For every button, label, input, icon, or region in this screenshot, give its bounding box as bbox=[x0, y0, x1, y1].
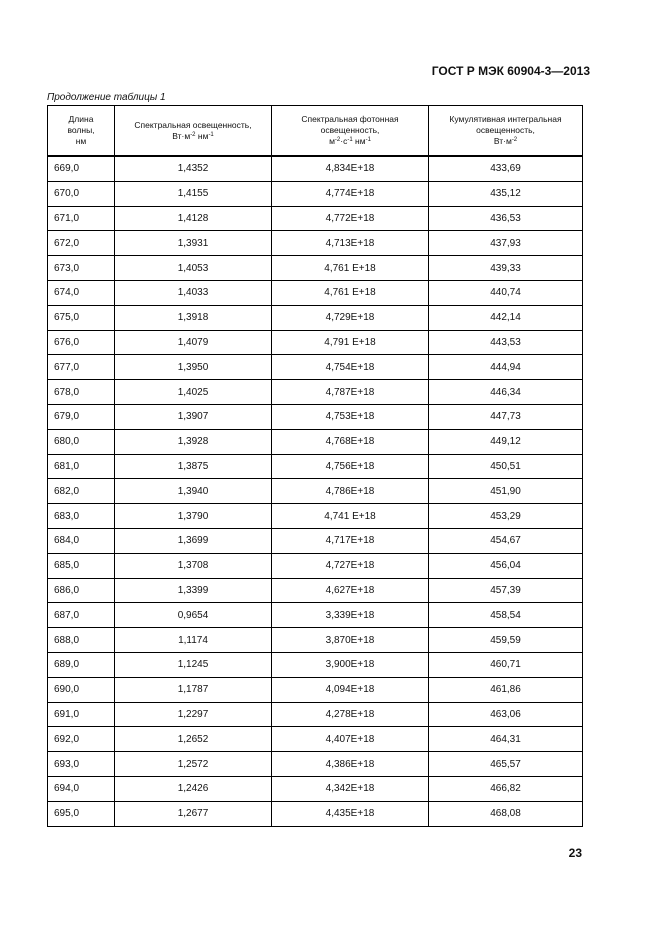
cell-spectral-irradiance: 1,1174 bbox=[115, 628, 272, 653]
cell-cumulative-irradiance: 451,90 bbox=[429, 479, 583, 504]
cell-wavelength: 671,0 bbox=[48, 206, 115, 231]
cell-cumulative-irradiance: 457,39 bbox=[429, 578, 583, 603]
cell-cumulative-irradiance: 436,53 bbox=[429, 206, 583, 231]
cell-spectral-irradiance: 1,4053 bbox=[115, 256, 272, 281]
table-row bbox=[48, 404, 583, 429]
cell-wavelength: 681,0 bbox=[48, 454, 115, 479]
table-row bbox=[48, 305, 583, 330]
table-row bbox=[48, 677, 583, 702]
cell-cumulative-irradiance: 459,59 bbox=[429, 628, 583, 653]
cell-wavelength: 690,0 bbox=[48, 677, 115, 702]
cell-spectral-irradiance: 1,3928 bbox=[115, 429, 272, 454]
cell-wavelength: 693,0 bbox=[48, 752, 115, 777]
cell-spectral-irradiance: 1,3907 bbox=[115, 404, 272, 429]
cell-photon-irradiance: 4,717E+18 bbox=[272, 528, 429, 553]
cell-spectral-irradiance: 1,1245 bbox=[115, 652, 272, 677]
cell-photon-irradiance: 4,834E+18 bbox=[272, 156, 429, 181]
cell-spectral-irradiance: 1,2652 bbox=[115, 727, 272, 752]
cell-wavelength: 672,0 bbox=[48, 231, 115, 256]
cell-cumulative-irradiance: 454,67 bbox=[429, 528, 583, 553]
cell-photon-irradiance: 4,407E+18 bbox=[272, 727, 429, 752]
cell-wavelength: 685,0 bbox=[48, 553, 115, 578]
cell-wavelength: 689,0 bbox=[48, 652, 115, 677]
cell-cumulative-irradiance: 461,86 bbox=[429, 677, 583, 702]
cell-photon-irradiance: 3,870E+18 bbox=[272, 628, 429, 653]
table-row bbox=[48, 528, 583, 553]
cell-cumulative-irradiance: 446,34 bbox=[429, 380, 583, 405]
cell-cumulative-irradiance: 460,71 bbox=[429, 652, 583, 677]
cell-photon-irradiance: 4,761 E+18 bbox=[272, 256, 429, 281]
cell-wavelength: 694,0 bbox=[48, 776, 115, 801]
table-row bbox=[48, 628, 583, 653]
cell-photon-irradiance: 4,094E+18 bbox=[272, 677, 429, 702]
table-row bbox=[48, 479, 583, 504]
cell-spectral-irradiance: 1,1787 bbox=[115, 677, 272, 702]
table-row bbox=[48, 429, 583, 454]
cell-photon-irradiance: 4,774E+18 bbox=[272, 181, 429, 206]
cell-spectral-irradiance: 1,3399 bbox=[115, 578, 272, 603]
cell-spectral-irradiance: 1,4155 bbox=[115, 181, 272, 206]
table-row bbox=[48, 454, 583, 479]
cell-spectral-irradiance: 1,4079 bbox=[115, 330, 272, 355]
cell-cumulative-irradiance: 444,94 bbox=[429, 355, 583, 380]
cell-wavelength: 686,0 bbox=[48, 578, 115, 603]
header-photon-irradiance: Спектральная фотонная освещенность, $м^{-2}\cdot с^{-1}$ $нм^{-1}$ bbox=[272, 106, 429, 157]
cell-wavelength: 691,0 bbox=[48, 702, 115, 727]
table-row bbox=[48, 702, 583, 727]
cell-photon-irradiance: 4,729E+18 bbox=[272, 305, 429, 330]
cell-spectral-irradiance: 1,3918 bbox=[115, 305, 272, 330]
cell-spectral-irradiance: 1,4352 bbox=[115, 156, 272, 181]
cell-spectral-irradiance: 1,3875 bbox=[115, 454, 272, 479]
cell-spectral-irradiance: 1,3708 bbox=[115, 553, 272, 578]
cell-spectral-irradiance: 1,3950 bbox=[115, 355, 272, 380]
table-row bbox=[48, 578, 583, 603]
table-header-row bbox=[48, 106, 583, 157]
cell-wavelength: 688,0 bbox=[48, 628, 115, 653]
cell-spectral-irradiance: 1,4025 bbox=[115, 380, 272, 405]
cell-spectral-irradiance: 1,4033 bbox=[115, 280, 272, 305]
cell-photon-irradiance: 4,772E+18 bbox=[272, 206, 429, 231]
cell-cumulative-irradiance: 465,57 bbox=[429, 752, 583, 777]
table-row bbox=[48, 504, 583, 529]
header-wavelength: Длина волны, нм bbox=[48, 106, 115, 157]
table-row bbox=[48, 727, 583, 752]
cell-cumulative-irradiance: 440,74 bbox=[429, 280, 583, 305]
table-row bbox=[48, 801, 583, 826]
table-row bbox=[48, 752, 583, 777]
cell-spectral-irradiance: 1,3940 bbox=[115, 479, 272, 504]
cell-photon-irradiance: 4,386E+18 bbox=[272, 752, 429, 777]
table-caption: Продолжение таблицы 1 bbox=[47, 92, 166, 103]
page-number: 23 bbox=[568, 846, 582, 860]
cell-wavelength: 674,0 bbox=[48, 280, 115, 305]
cell-wavelength: 676,0 bbox=[48, 330, 115, 355]
document-id-header: ГОСТ Р МЭК 60904-3—2013 bbox=[431, 64, 590, 78]
cell-wavelength: 692,0 bbox=[48, 727, 115, 752]
cell-photon-irradiance: 4,713E+18 bbox=[272, 231, 429, 256]
cell-spectral-irradiance: 1,2572 bbox=[115, 752, 272, 777]
table-row bbox=[48, 181, 583, 206]
cell-photon-irradiance: 4,741 E+18 bbox=[272, 504, 429, 529]
cell-photon-irradiance: 4,627E+18 bbox=[272, 578, 429, 603]
cell-wavelength: 669,0 bbox=[48, 156, 115, 181]
table-row bbox=[48, 280, 583, 305]
cell-photon-irradiance: 4,727E+18 bbox=[272, 553, 429, 578]
cell-wavelength: 678,0 bbox=[48, 380, 115, 405]
cell-wavelength: 684,0 bbox=[48, 528, 115, 553]
cell-wavelength: 677,0 bbox=[48, 355, 115, 380]
cell-photon-irradiance: 4,761 E+18 bbox=[272, 280, 429, 305]
cell-cumulative-irradiance: 442,14 bbox=[429, 305, 583, 330]
cell-photon-irradiance: 4,754E+18 bbox=[272, 355, 429, 380]
cell-spectral-irradiance: 1,2297 bbox=[115, 702, 272, 727]
table-row bbox=[48, 330, 583, 355]
cell-cumulative-irradiance: 435,12 bbox=[429, 181, 583, 206]
cell-photon-irradiance: 3,339E+18 bbox=[272, 603, 429, 628]
table-row bbox=[48, 553, 583, 578]
table-row bbox=[48, 652, 583, 677]
cell-wavelength: 675,0 bbox=[48, 305, 115, 330]
cell-photon-irradiance: 4,435E+18 bbox=[272, 801, 429, 826]
cell-cumulative-irradiance: 450,51 bbox=[429, 454, 583, 479]
cell-cumulative-irradiance: 433,69 bbox=[429, 156, 583, 181]
cell-wavelength: 682,0 bbox=[48, 479, 115, 504]
cell-cumulative-irradiance: 447,73 bbox=[429, 404, 583, 429]
cell-cumulative-irradiance: 464,31 bbox=[429, 727, 583, 752]
cell-photon-irradiance: 4,787E+18 bbox=[272, 380, 429, 405]
table-row bbox=[48, 206, 583, 231]
table-row bbox=[48, 256, 583, 281]
cell-photon-irradiance: 4,768E+18 bbox=[272, 429, 429, 454]
cell-spectral-irradiance: 1,3699 bbox=[115, 528, 272, 553]
cell-cumulative-irradiance: 458,54 bbox=[429, 603, 583, 628]
cell-spectral-irradiance: 1,2677 bbox=[115, 801, 272, 826]
cell-spectral-irradiance: 1,4128 bbox=[115, 206, 272, 231]
cell-wavelength: 683,0 bbox=[48, 504, 115, 529]
cell-photon-irradiance: 4,786E+18 bbox=[272, 479, 429, 504]
cell-photon-irradiance: 4,791 E+18 bbox=[272, 330, 429, 355]
cell-photon-irradiance: 4,342E+18 bbox=[272, 776, 429, 801]
table-row bbox=[48, 231, 583, 256]
cell-wavelength: 680,0 bbox=[48, 429, 115, 454]
cell-photon-irradiance: 3,900E+18 bbox=[272, 652, 429, 677]
cell-wavelength: 695,0 bbox=[48, 801, 115, 826]
cell-wavelength: 670,0 bbox=[48, 181, 115, 206]
cell-cumulative-irradiance: 453,29 bbox=[429, 504, 583, 529]
cell-photon-irradiance: 4,756E+18 bbox=[272, 454, 429, 479]
cell-wavelength: 687,0 bbox=[48, 603, 115, 628]
cell-spectral-irradiance: 1,2426 bbox=[115, 776, 272, 801]
cell-wavelength: 673,0 bbox=[48, 256, 115, 281]
cell-cumulative-irradiance: 439,33 bbox=[429, 256, 583, 281]
spectral-data-table bbox=[47, 105, 583, 827]
header-spectral-irradiance: Спектральная освещенность, $Вт\cdot м^{-2}$ $нм^{-1}$ bbox=[115, 106, 272, 157]
cell-cumulative-irradiance: 468,08 bbox=[429, 801, 583, 826]
cell-cumulative-irradiance: 466,82 bbox=[429, 776, 583, 801]
cell-spectral-irradiance: 0,9654 bbox=[115, 603, 272, 628]
table-row bbox=[48, 380, 583, 405]
cell-wavelength: 679,0 bbox=[48, 404, 115, 429]
cell-photon-irradiance: 4,753E+18 bbox=[272, 404, 429, 429]
table-body bbox=[48, 156, 583, 826]
cell-cumulative-irradiance: 437,93 bbox=[429, 231, 583, 256]
header-cumulative-irradiance: Кумулятивная интегральная освещенность, $Вт\cdot м^{-2}$ bbox=[429, 106, 583, 157]
cell-cumulative-irradiance: 443,53 bbox=[429, 330, 583, 355]
cell-cumulative-irradiance: 456,04 bbox=[429, 553, 583, 578]
table-row bbox=[48, 355, 583, 380]
cell-spectral-irradiance: 1,3790 bbox=[115, 504, 272, 529]
table-row bbox=[48, 776, 583, 801]
cell-photon-irradiance: 4,278E+18 bbox=[272, 702, 429, 727]
cell-spectral-irradiance: 1,3931 bbox=[115, 231, 272, 256]
table-row bbox=[48, 603, 583, 628]
cell-cumulative-irradiance: 449,12 bbox=[429, 429, 583, 454]
table-row bbox=[48, 156, 583, 181]
cell-cumulative-irradiance: 463,06 bbox=[429, 702, 583, 727]
